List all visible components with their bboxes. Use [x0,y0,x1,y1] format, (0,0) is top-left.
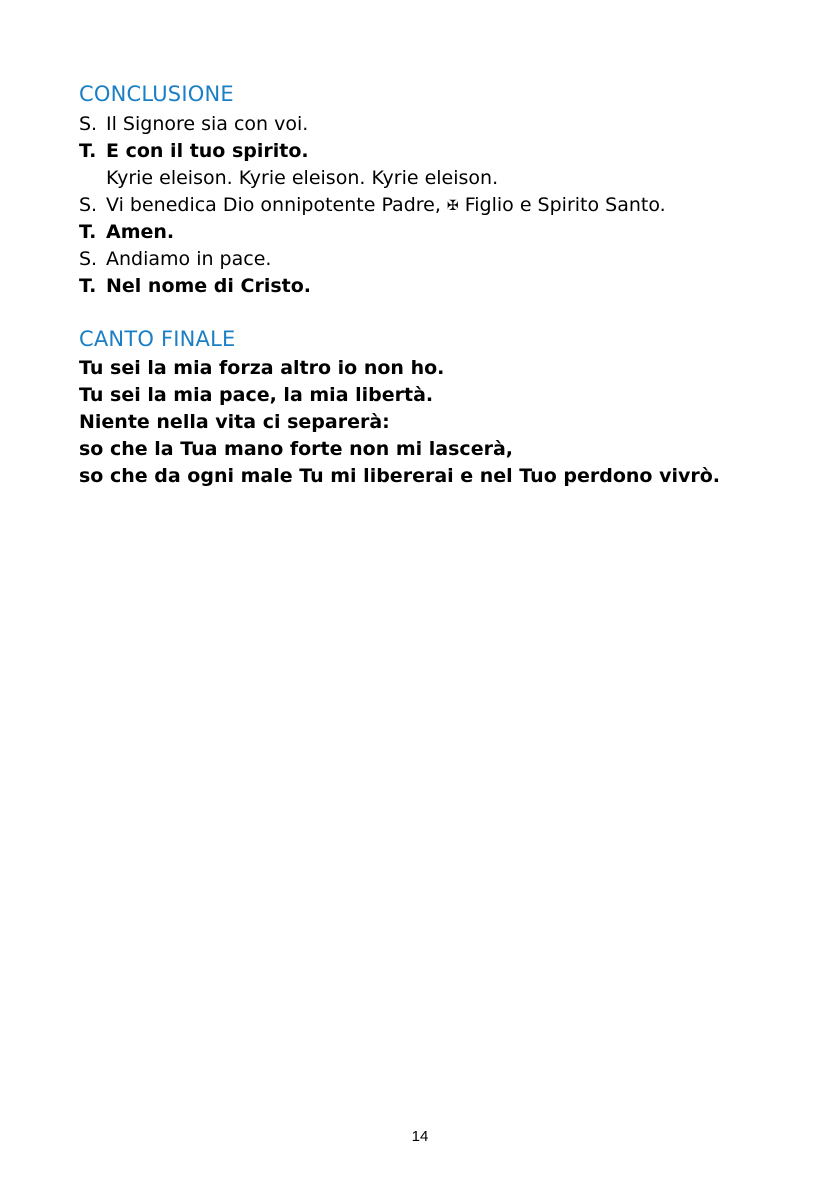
speaker-label: S. [79,248,98,270]
blessing-text-before: Vi benedica Dio onnipotente Padre, [106,194,441,216]
dialogue-line [79,273,799,300]
dialogue-line [79,219,799,246]
dialogue-text [106,192,666,220]
conclusione-dialogue [79,111,799,300]
speaker-label: S. [79,194,98,216]
song-lyrics [79,355,799,490]
dialogue-text: Andiamo in pace. [106,248,272,270]
lyric-line: so che la Tua mano forte non mi lascerà, [79,438,513,460]
lyric-line: so che da ogni male Tu mi libererai e nel Tuo perdono vivrò. [79,465,721,487]
dialogue-text: Amen. [106,221,175,243]
dialogue-text: Il Signore sia con voi. [106,113,309,135]
dialogue-line [79,111,799,138]
lyric-line: Tu sei la mia pace, la mia libertà. [79,384,434,406]
dialogue-line [79,246,799,273]
dialogue-text: Nel nome di Cristo. [106,275,312,297]
speaker-label: T. [79,140,97,162]
lyric-line: Niente nella vita ci separerà: [79,411,390,433]
cross-icon: ✠ [446,198,459,214]
page-number: 14 [411,1128,429,1145]
section-heading-canto-finale: CANTO FINALE [79,327,236,351]
lyric-line: Tu sei la mia forza altro io non ho. [79,357,445,379]
speaker-label: T. [79,275,97,297]
dialogue-line [79,192,799,219]
dialogue-text: E con il tuo spirito. [106,140,309,162]
dialogue-text: Kyrie eleison. Kyrie eleison. Kyrie eleison. [106,167,499,189]
speaker-label: S. [79,113,98,135]
dialogue-line [79,165,799,192]
dialogue-line [79,138,799,165]
speaker-label: T. [79,221,97,243]
section-heading-conclusione: CONCLUSIONE [79,82,234,106]
blessing-text-after: Figlio e Spirito Santo. [464,194,666,216]
